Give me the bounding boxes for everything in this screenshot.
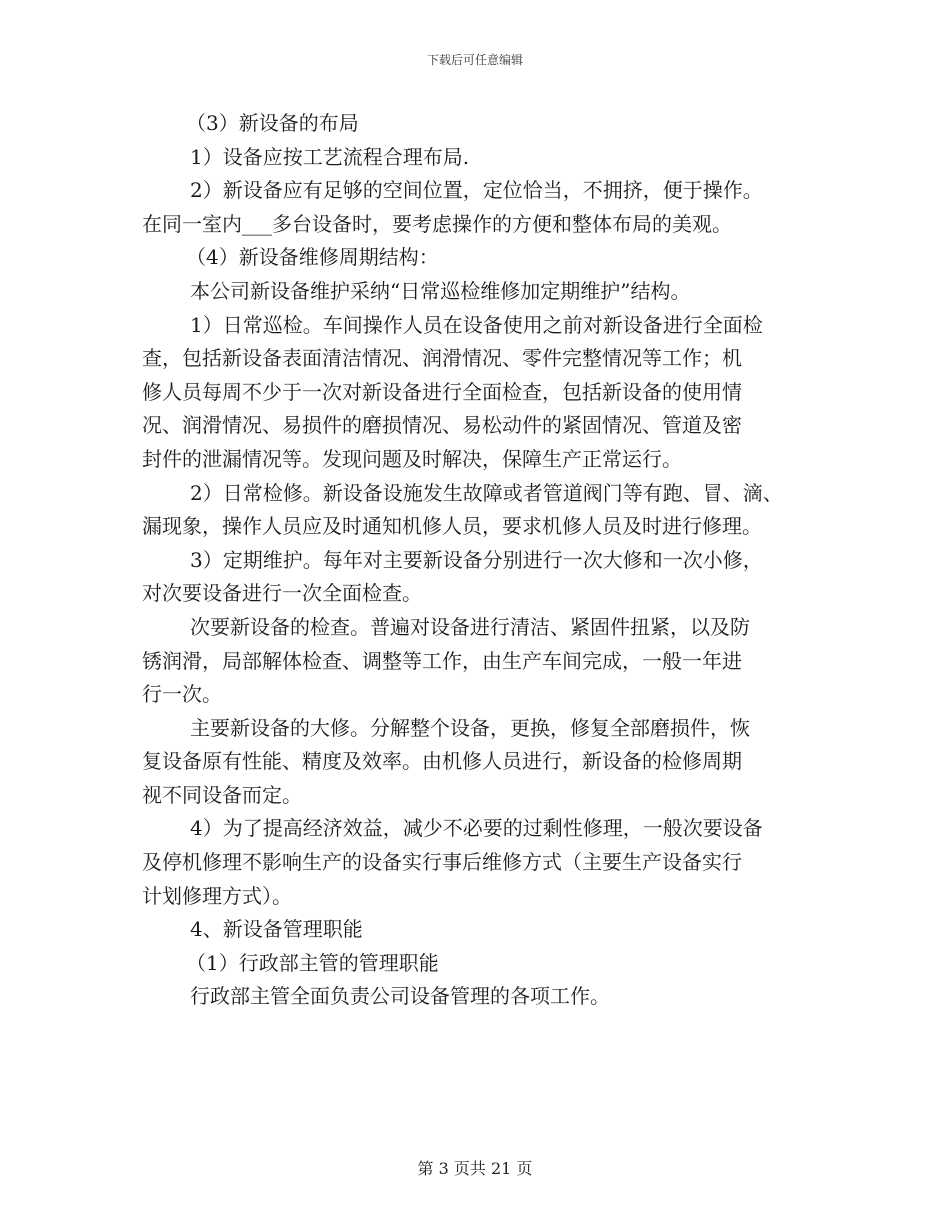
body-line: 视不同设备而定。 [142, 782, 302, 807]
body-line: 主要新设备的大修。分解整个设备，更换，修复全部磨损件，恢 [190, 715, 750, 740]
body-line: 复设备原有性能、精度及效率。由机修人员进行，新设备的检修周期 [142, 749, 742, 774]
body-line: 1）设备应按工艺流程合理布局. [190, 144, 470, 169]
body-line: 2）新设备应有足够的空间位置，定位恰当，不拥挤，便于操作。 [190, 178, 763, 203]
body-line: 封件的泄漏情况等。发现问题及时解决，保障生产正常运行。 [142, 446, 682, 471]
body-line: 4）为了提高经济效益，减少不必要的过剩性修理，一般次要设备 [190, 816, 763, 841]
body-line: 查，包括新设备表面清洁情况、润滑情况、零件完整情况等工作；机 [142, 346, 742, 371]
body-line: 次要新设备的检查。普遍对设备进行清洁、紧固件扭紧，以及防 [190, 614, 750, 639]
body-line: 3）定期维护。每年对主要新设备分别进行一次大修和一次小修， [190, 547, 763, 572]
page-number-footer: 第 3 页共 21 页 [417, 1159, 533, 1178]
body-line: 修人员每周不少于一次对新设备进行全面检查，包括新设备的使用情 [142, 379, 742, 404]
body-line: 2）日常检修。新设备设施发生故障或者管道阀门等有跑、冒、滴、 [190, 480, 783, 505]
body-line: 在同一室内___多台设备时，要考虑操作的方便和整体布局的美观。 [142, 211, 732, 236]
body-line: 计划修理方式）。 [142, 883, 292, 908]
body-line: 锈润滑，局部解体检查、调整等工作，由生产车间完成，一般一年进 [142, 648, 742, 673]
body-line: （1）行政部主管的管理职能 [186, 950, 439, 975]
body-line: 4、新设备管理职能 [190, 917, 363, 942]
body-line: 对次要设备进行一次全面检查。 [142, 581, 422, 606]
body-line: 行政部主管全面负责公司设备管理的各项工作。 [190, 984, 610, 1009]
body-line: 及停机修理不影响生产的设备实行事后维修方式（主要生产设备实行 [142, 850, 742, 875]
body-line: （3）新设备的布局 [186, 111, 359, 135]
body-line: 况、润滑情况、易损件的磨损情况、易松动件的紧固情况、管道及密 [142, 413, 742, 438]
body-line: 1）日常巡检。车间操作人员在设备使用之前对新设备进行全面检 [190, 312, 763, 337]
body-line: 漏现象，操作人员应及时通知机修人员，要求机修人员及时进行修理。 [142, 514, 762, 539]
page-header: 下载后可任意编辑 [426, 53, 523, 67]
body-line: （4）新设备维修周期结构： [186, 245, 439, 270]
body-line: 本公司新设备维护采纳“日常巡检维修加定期维护”结构。 [190, 278, 691, 303]
body-line: 行一次。 [142, 682, 222, 707]
document-body [142, 107, 822, 1014]
